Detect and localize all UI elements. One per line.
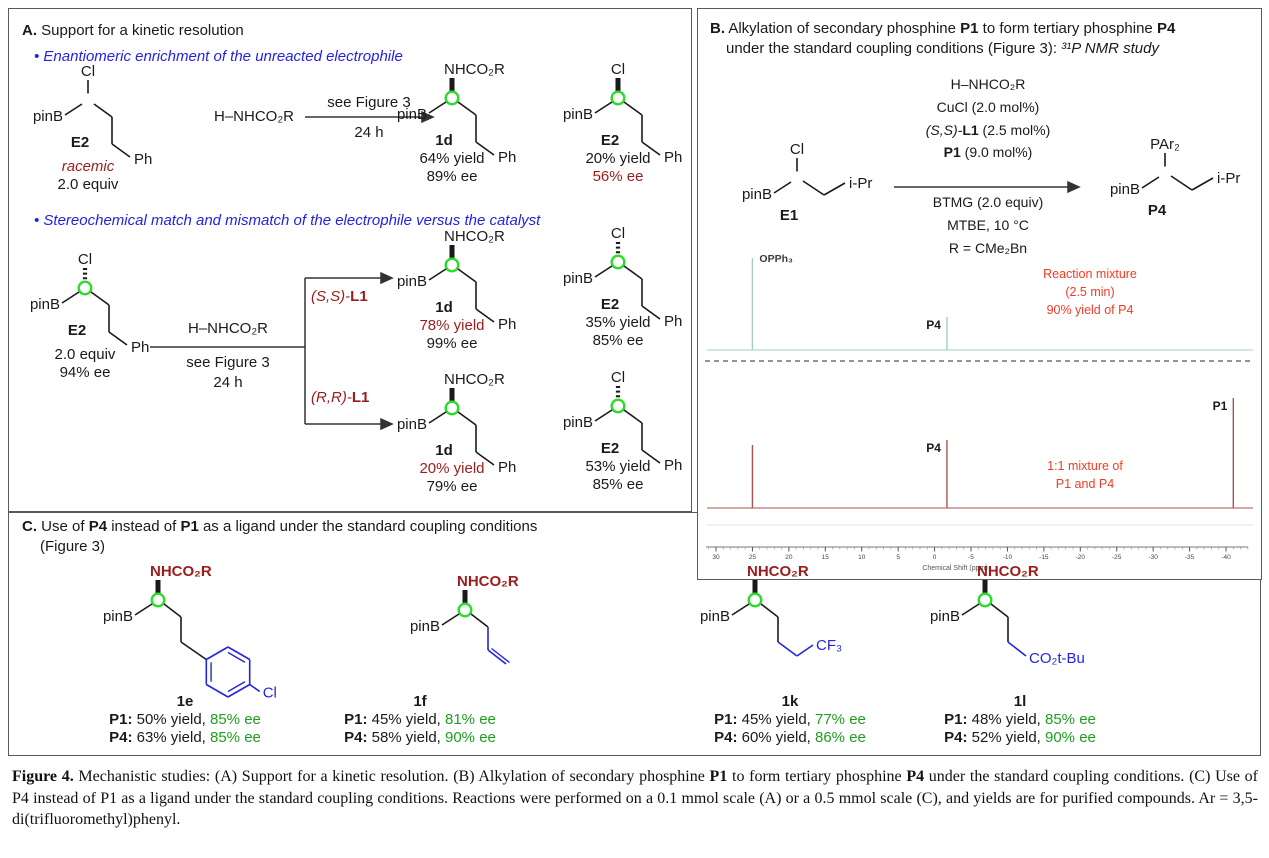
caption-seg: Mechanistic studies: (A) Support for a kinetic resolution. (B) Alkylation of secondary phosphine xyxy=(73,768,710,785)
pinb-label: pinB xyxy=(409,618,440,635)
cond-hnhco2r: H–NHCO₂R xyxy=(950,76,1026,92)
panel-b-title-seg: to form tertiary phosphine xyxy=(978,20,1157,37)
p1-result-line xyxy=(670,711,910,729)
p1-ee: 81% ee xyxy=(445,711,496,728)
bond xyxy=(595,266,612,277)
stereocenter-highlight xyxy=(459,604,472,617)
pinb-label: pinB xyxy=(562,106,593,123)
bond xyxy=(181,642,206,660)
spectrum-annotation: (2.5 min) xyxy=(1065,285,1115,299)
yield-value: 78% yield xyxy=(419,317,485,334)
p4-result-line xyxy=(300,729,540,747)
p4-result-line xyxy=(900,729,1140,747)
phenyl-label: Ph xyxy=(664,313,683,330)
compound-name: 1e xyxy=(176,693,194,710)
tick-label: -40 xyxy=(1221,554,1231,561)
phenyl-label: Ph xyxy=(131,339,150,356)
p1-label: P1: xyxy=(344,711,368,728)
p4-yield: 63% yield, xyxy=(132,729,210,746)
bond xyxy=(91,292,109,305)
bond xyxy=(65,104,82,115)
result-1d-rr xyxy=(387,460,517,496)
pinb-label: pinB xyxy=(396,273,427,290)
nmr-spectra-chart xyxy=(697,240,1262,576)
bond xyxy=(250,685,260,692)
panel-c-title-seg: Use of xyxy=(37,518,89,535)
ee-value: 56% ee xyxy=(592,168,644,185)
isopropyl-label: i-Pr xyxy=(1217,170,1241,187)
bond xyxy=(164,604,181,617)
bond xyxy=(624,410,642,423)
compound-name: E2 xyxy=(600,440,620,457)
compound-name: E2 xyxy=(600,132,620,149)
stereocenter-highlight xyxy=(446,92,459,105)
tick-label: 20 xyxy=(785,554,793,561)
pinb-label: pinB xyxy=(562,414,593,431)
condition-rxn2-mid1: see Figure 3 xyxy=(186,354,270,371)
p1-yield: 50% yield, xyxy=(132,711,210,728)
ring-double-bond xyxy=(228,653,245,663)
ee-value: 79% ee xyxy=(426,478,478,495)
p1-label: P1: xyxy=(109,711,133,728)
phenyl-label: Ph xyxy=(498,459,517,476)
bond xyxy=(429,412,446,423)
ee-value: 85% ee xyxy=(592,476,644,493)
tick-label: 0 xyxy=(932,554,937,561)
peak-label: OPPh₃ xyxy=(759,253,793,265)
structure-p4 xyxy=(1095,115,1245,225)
e2-enriched-notes xyxy=(20,346,150,382)
peak-label: P4 xyxy=(926,441,941,455)
p4-ee: 86% ee xyxy=(815,729,866,746)
bond xyxy=(429,269,446,280)
panel-b-label: B. xyxy=(710,20,725,37)
bond xyxy=(1008,642,1026,656)
stereocenter-highlight xyxy=(446,402,459,415)
pinb-label: pinB xyxy=(929,608,960,625)
result-e2-ss xyxy=(553,314,683,350)
result-block-1k xyxy=(670,693,910,747)
ligand-rr-l1-stereo: (R,R)- xyxy=(311,389,352,406)
substituent-label: NHCO₂R xyxy=(457,573,519,590)
bond xyxy=(112,144,130,157)
yield-value: 35% yield xyxy=(585,314,651,331)
compound-name: E2 xyxy=(600,296,620,313)
pinb-label: pinB xyxy=(102,608,133,625)
compound-name: 1d xyxy=(435,442,453,459)
compound-name: 1f xyxy=(413,693,427,710)
stereocenter-highlight xyxy=(749,594,762,607)
pinb-label: pinB xyxy=(741,186,772,203)
ring-bond xyxy=(206,647,228,660)
p1-yield: 48% yield, xyxy=(967,711,1045,728)
figure-caption xyxy=(12,766,1258,831)
bond xyxy=(458,102,476,115)
substituent-label: NHCO₂R xyxy=(444,61,505,78)
spectrum-annotation: P1 and P4 xyxy=(1055,477,1115,491)
ligand-ss-l1-stereo: (S,S)- xyxy=(311,288,351,305)
spectrum-annotation: 90% yield of P4 xyxy=(1046,303,1134,317)
substituent-label: NHCO₂R xyxy=(444,371,505,388)
pinb-label: pinB xyxy=(32,108,63,125)
bond xyxy=(624,266,642,279)
tick-label: 5 xyxy=(896,554,900,561)
caption-p4: P4 xyxy=(906,768,925,785)
ee-value: 85% ee xyxy=(592,332,644,349)
bond xyxy=(62,292,79,303)
panel-c-title xyxy=(22,518,537,536)
caption-seg: to form tertiary phosphine xyxy=(727,768,907,785)
peak-label: P1 xyxy=(1212,399,1228,413)
compound-name: E2 xyxy=(67,322,87,339)
p4-label: P4: xyxy=(944,729,968,746)
p4-bold: P4 xyxy=(1156,20,1176,37)
compound-name: 1l xyxy=(1013,693,1027,710)
p1-yield: 45% yield, xyxy=(737,711,815,728)
substituent-label: NHCO₂R xyxy=(977,563,1039,580)
reagent-rxn1: H–NHCO₂R xyxy=(214,108,294,125)
substituent-label: Cl xyxy=(610,369,626,386)
chloro-label: Cl xyxy=(262,684,277,702)
panel-a-bullet-2: • Stereochemical match and mismatch of the electrophile versus the catalyst xyxy=(34,212,541,229)
result-1d-rxn1 xyxy=(387,150,517,186)
p4-label: P4: xyxy=(714,729,738,746)
bond xyxy=(1192,178,1213,190)
p4-ee: 85% ee xyxy=(210,729,261,746)
panel-a-label: A. xyxy=(22,22,37,39)
p4-ee: 90% ee xyxy=(445,729,496,746)
p1-bold: P1 xyxy=(943,144,961,160)
cond-btmg: BTMG (2.0 equiv) xyxy=(932,194,1044,210)
bond xyxy=(442,614,459,625)
ligand-name: L1 xyxy=(962,122,979,138)
caption-p1: P1 xyxy=(709,768,728,785)
bond xyxy=(797,645,813,656)
tick-label: -5 xyxy=(968,554,974,561)
cf3-label: CF₃ xyxy=(816,637,843,654)
panel-c-label: C. xyxy=(22,518,37,535)
substituent-label: Cl xyxy=(610,225,626,242)
pinb-label: pinB xyxy=(396,106,427,123)
substituent-label: NHCO₂R xyxy=(444,228,505,245)
stereocenter-highlight xyxy=(612,256,625,269)
structure-e1 xyxy=(727,120,877,230)
ee-value: 89% ee xyxy=(426,168,478,185)
substituent-label: NHCO₂R xyxy=(150,563,212,580)
compound-name: E1 xyxy=(779,207,799,224)
axis-label: Chemical Shift (ppm) xyxy=(922,565,988,572)
equiv-note: 2.0 equiv xyxy=(54,346,116,363)
stereocenter-highlight xyxy=(152,594,165,607)
cond-r-group: R = CMe₂Bn xyxy=(948,240,1028,256)
bond xyxy=(135,604,152,615)
substituent-label: Cl xyxy=(789,141,805,158)
ligand-ss-l1-name: L1 xyxy=(350,288,368,305)
tick-label: -15 xyxy=(1039,554,1049,561)
phenyl-label: Ph xyxy=(498,149,517,166)
tick-label: 10 xyxy=(858,554,866,561)
panel-b-title-line1 xyxy=(710,20,1175,38)
e2-racemic-notes xyxy=(23,158,153,194)
p4-bold: P4 xyxy=(88,518,108,535)
arrowhead xyxy=(381,273,392,283)
tick-label: -25 xyxy=(1112,554,1122,561)
compound-name: E2 xyxy=(70,134,90,151)
bond xyxy=(732,604,749,615)
substituent-label: Cl xyxy=(77,251,93,268)
p1-bold: P1 xyxy=(960,20,979,37)
bond xyxy=(778,642,797,656)
phenyl-label: Ph xyxy=(134,151,153,168)
condition-rxn1-top: see Figure 3 xyxy=(327,94,411,111)
pinb-label: pinB xyxy=(699,608,730,625)
racemic-note: racemic xyxy=(61,158,115,175)
panel-c-title-seg: instead of xyxy=(107,518,181,535)
p4-label: P4: xyxy=(109,729,133,746)
pinb-label: pinB xyxy=(29,296,60,313)
caption-figure-label: Figure 4. xyxy=(12,768,74,785)
panel-c-title-seg: as a ligand under the standard coupling conditions xyxy=(198,518,538,535)
ligand-rr-l1-name: L1 xyxy=(351,389,370,406)
tick-label: 15 xyxy=(821,554,829,561)
p4-yield: 60% yield, xyxy=(737,729,815,746)
p1-loading: (9.0 mol%) xyxy=(960,144,1033,160)
ligand-loading: (2.5 mol%) xyxy=(978,122,1051,138)
pinb-label: pinB xyxy=(396,416,427,433)
bond xyxy=(1142,177,1159,188)
panel-b-title-seg: Alkylation of secondary phosphine xyxy=(725,20,961,37)
arrowhead xyxy=(381,419,392,429)
tick-label: -30 xyxy=(1148,554,1158,561)
compound-name: 1k xyxy=(781,693,799,710)
bond xyxy=(774,182,791,193)
pinb-label: pinB xyxy=(1109,181,1140,198)
peak-label: P4 xyxy=(926,318,941,332)
p4-result-line xyxy=(65,729,305,747)
panel-a-title xyxy=(22,22,244,40)
bond xyxy=(458,412,476,425)
phenyl-label: Ph xyxy=(498,316,517,333)
tick-label: -35 xyxy=(1184,554,1195,561)
result-block-1f xyxy=(300,693,540,747)
p4-result-line xyxy=(670,729,910,747)
cond-ligand xyxy=(858,122,1118,139)
panel-b-title-seg: under the standard coupling conditions (Figure 3): xyxy=(726,40,1062,57)
yield-value: 20% yield xyxy=(419,460,485,477)
bond xyxy=(824,183,845,195)
bond xyxy=(624,102,642,115)
bond xyxy=(991,604,1008,617)
compound-name: P4 xyxy=(1147,202,1167,219)
pinb-label: pinB xyxy=(562,270,593,287)
p1-ee: 85% ee xyxy=(210,711,261,728)
ee-note: 94% ee xyxy=(59,364,111,381)
bond xyxy=(962,604,979,615)
p1-label: P1: xyxy=(714,711,738,728)
p4-ee: 90% ee xyxy=(1045,729,1096,746)
compound-name: 1d xyxy=(435,299,453,316)
p4-label: P4: xyxy=(344,729,368,746)
ligand-stereo: (S,S)- xyxy=(925,122,963,138)
cond-cucl: CuCl (2.0 mol%) xyxy=(936,99,1040,115)
panel-b-title-line2 xyxy=(726,40,1159,58)
result-block-1e xyxy=(65,693,305,747)
substituent-label: NHCO₂R xyxy=(747,563,809,580)
result-e2-rr xyxy=(553,458,683,494)
bond xyxy=(1171,176,1192,190)
ligand-rr-l1 xyxy=(311,389,369,407)
p1-bold: P1 xyxy=(180,518,199,535)
ee-value: 99% ee xyxy=(426,335,478,352)
p1-ee: 77% ee xyxy=(815,711,866,728)
tick-label: -10 xyxy=(1002,554,1013,561)
cond-mtbe: MTBE, 10 °C xyxy=(947,217,1029,233)
stereocenter-highlight xyxy=(979,594,992,607)
caption-seg: under the standard coupling conditions. (C) Use of P4 instead of P1 as a ligand under the standard coupling conditions. Reactions were performed on a 0.1 mmol scale (A) or a 0.5 mmol scale (C), and yields are for purified compounds. Ar = 3,5-di(trifluoromethyl)phenyl. xyxy=(12,768,1259,828)
ring-double-bond xyxy=(228,682,245,692)
bond xyxy=(471,614,488,627)
tick-label: 25 xyxy=(748,554,757,561)
condition-rxn2-mid2: 24 h xyxy=(213,374,243,391)
panel-a-title-text: Support for a kinetic resolution xyxy=(37,22,244,39)
bond xyxy=(109,332,127,345)
tick-label: -20 xyxy=(1075,554,1086,561)
p1-label: P1: xyxy=(944,711,968,728)
spectrum-annotation: Reaction mixture xyxy=(1043,267,1137,281)
arrowhead xyxy=(1068,182,1079,192)
p1-result-line xyxy=(65,711,305,729)
result-block-1l xyxy=(900,693,1140,747)
bond xyxy=(94,104,112,117)
ligand-ss-l1 xyxy=(311,288,368,306)
result-1d-ss xyxy=(387,317,517,353)
bond xyxy=(761,604,778,617)
bond xyxy=(595,102,612,113)
panel-a-bullet-1: • Enantiomeric enrichment of the unreacted electrophile xyxy=(34,48,403,65)
phenyl-label: Ph xyxy=(664,457,683,474)
phenyl-label: Ph xyxy=(664,149,683,166)
result-e2-rxn1 xyxy=(553,150,683,186)
substituent-label: Cl xyxy=(610,61,626,78)
panel-c-subtitle: (Figure 3) xyxy=(40,538,106,555)
stereocenter-highlight xyxy=(612,92,625,105)
p1-ee: 85% ee xyxy=(1045,711,1096,728)
stereocenter-highlight xyxy=(79,282,92,295)
yield-value: 20% yield xyxy=(585,150,651,167)
bond xyxy=(429,102,446,113)
bond xyxy=(803,181,824,195)
isopropyl-label: i-Pr xyxy=(849,175,873,192)
nmr-study-label: ³¹P NMR study xyxy=(1061,40,1159,57)
p1-result-line xyxy=(300,711,540,729)
p4-yield: 58% yield, xyxy=(367,729,445,746)
spectrum-annotation: 1:1 mixture of xyxy=(1047,459,1123,473)
yield-value: 64% yield xyxy=(419,150,485,167)
tick-label: 30 xyxy=(712,554,720,561)
equiv-note: 2.0 equiv xyxy=(57,176,119,193)
substituent-label: Cl xyxy=(80,63,96,80)
cond-p1 xyxy=(858,144,1118,161)
substituent-label: PAr₂ xyxy=(1150,136,1180,153)
p1-yield: 45% yield, xyxy=(367,711,445,728)
ring-bond xyxy=(228,647,250,660)
stereocenter-highlight xyxy=(612,400,625,413)
p4-yield: 52% yield, xyxy=(967,729,1045,746)
yield-value: 53% yield xyxy=(585,458,651,475)
bond xyxy=(458,269,476,282)
reagent-rxn2: H–NHCO₂R xyxy=(188,320,268,337)
bond xyxy=(595,410,612,421)
ester-label: CO₂t-Bu xyxy=(1029,650,1085,667)
compound-name: 1d xyxy=(435,132,453,149)
p1-result-line xyxy=(900,711,1140,729)
condition-rxn1-bottom: 24 h xyxy=(354,124,384,141)
stereocenter-highlight xyxy=(446,259,459,272)
